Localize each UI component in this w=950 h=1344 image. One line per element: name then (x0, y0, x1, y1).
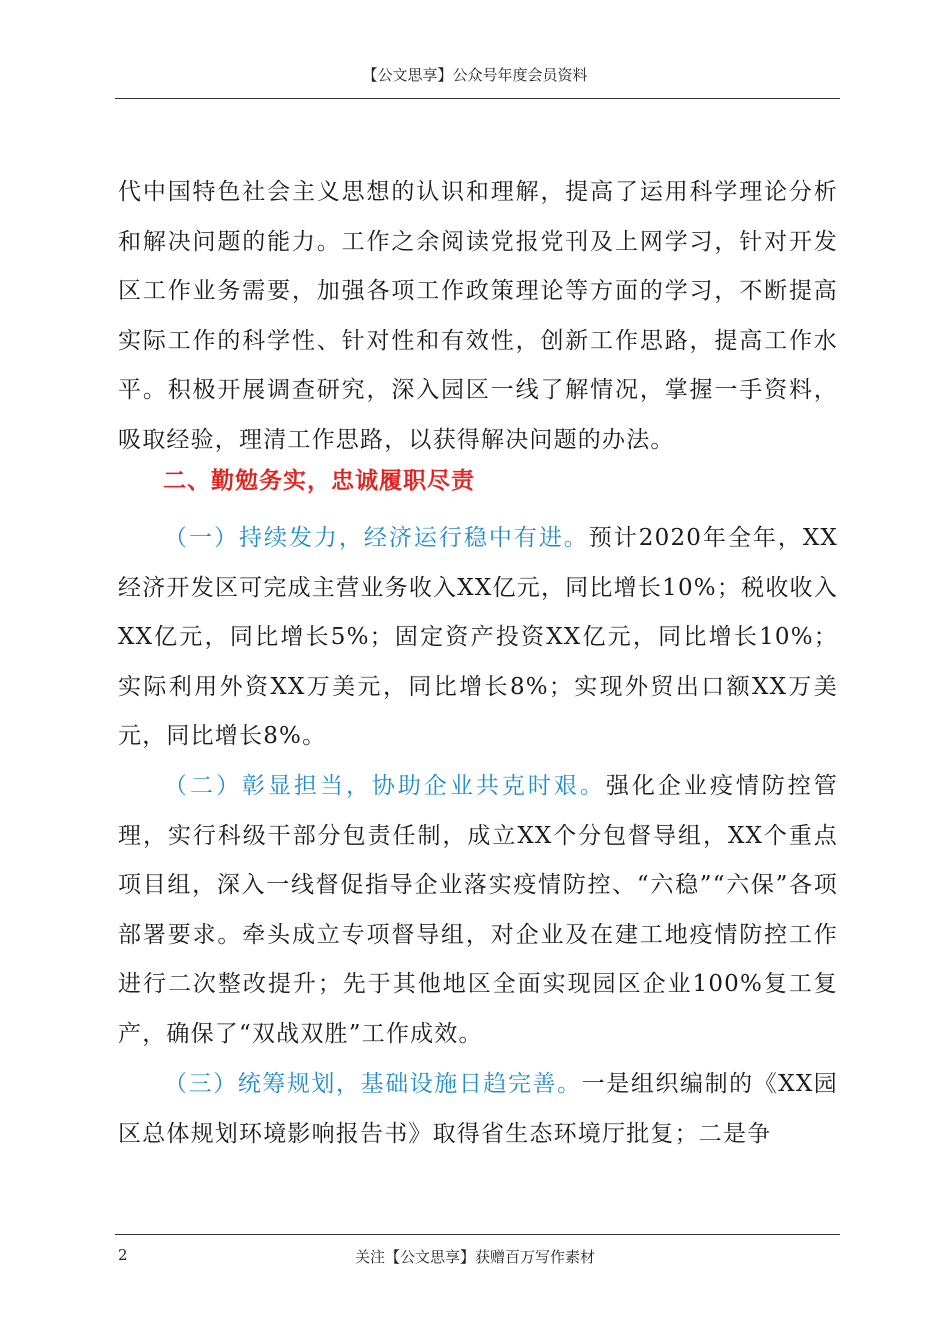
footer-divider (115, 1234, 840, 1235)
intro-paragraph (118, 168, 838, 465)
item-3-body: 一是组织编制的《XX园区总体规划环境影响报告书》取得省生态环境厅批复；二是争 (118, 1071, 839, 1147)
item-1-title: （一）持续发力，经济运行稳中有进。 (164, 525, 589, 551)
item-2-paragraph (118, 762, 838, 1059)
item-2-body: 强化企业疫情防控管理，实行科级干部分包责任制，成立XX个分包督导组，XX个重点项目组，深入一线督促指导企业落实疫情防控、“六稳”“六保”各项部署要求。牵头成立专项督导组，对企业及在建工地疫情防控工作进行二次整改提升；先于其他地区全面实现园区企业100%复工复产，确保了“双战双胜”工作成效。 (118, 773, 838, 1047)
section-heading: 二、勤勉务实，忠诚履职尽责 (163, 468, 475, 494)
item-3-paragraph (118, 1060, 838, 1159)
page-number: 2 (118, 1246, 128, 1264)
item-1-body: 预计2020年全年，XX经济开发区可完成主营业务收入XX亿元，同比增长10%；税收收入XX亿元，同比增长5%；固定资产投资XX亿元，同比增长10%；实际利用外资XX万美元，同比增长8%；实现外贸出口额XX万美元，同比增长8%。 (118, 525, 838, 749)
intro-paragraph-text: 代中国特色社会主义思想的认识和理解，提高了运用科学理论分析和解决问题的能力。工作之余阅读党报党刊及上网学习，针对开发区工作业务需要，加强各项工作政策理论等方面的学习，不断提高实际工作的科学性、针对性和有效性，创新工作思路，提高工作水平。积极开展调查研究，深入园区一线了解情况，掌握一手资料，吸取经验，理清工作思路，以获得解决问题的办法。 (118, 179, 838, 453)
item-1-paragraph (118, 514, 838, 762)
item-2-title: （二）彰显担当，协助企业共克时艰。 (164, 773, 606, 799)
footer-text: 关注【公文思享】获赠百万写作素材 (354, 1248, 595, 1266)
item-3-title: （三）统筹规划，基础设施日趋完善。 (164, 1071, 582, 1097)
header-divider (115, 98, 840, 99)
page-header: 【公文思享】公众号年度会员资料 (362, 66, 588, 84)
